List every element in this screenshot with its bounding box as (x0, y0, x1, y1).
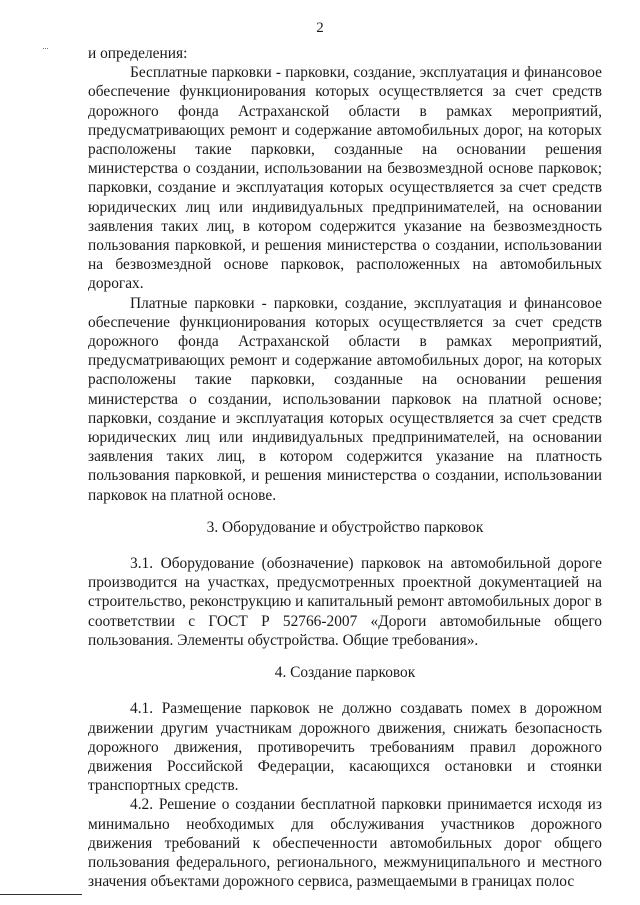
paragraph-4-1: 4.1. Размещение парковок не должно создавать помех в дорожном движении другим участникам дорожного движения, снижать безопасность дорожного движения, противоречить требованиям правил дорожного движения Российской Федерации, касающихся остановки и стоянки транспортных средств. (88, 700, 602, 795)
paragraph-free-parking: Бесплатные парковки - парковки, создание, эксплуатация и финансовое обеспечение функционирования которых осуществляется за счет средств дорожного фонда Астраханской области в рамках мероприятий, предусматривающих ремонт и содержание автомобильных дорог, на которых расположены такие парковки, созданные на основании решения министерства о создании, использовании на безвозмездной основе парковок; парковки, создание и эксплуатация которых осуществляется за счет средств юридических лиц или индивидуальных предпринимателей, на основании заявления таких лиц, в котором содержится указание на безвозмездность пользования парковкой, и решения министерства о создании, использовании на безвозмездной основе парковок, расположенных на автомобильных дорогах. (88, 64, 602, 293)
paragraph-4-2: 4.2. Решение о создании бесплатной парковки принимается исходя из минимально необходимых для обслуживания участников дорожного движения требований к обеспеченности автомобильных дорог общего пользования федерального, регионального, межмуниципального и местного значения объектами дорожного сервиса, размещаемыми в границах полос (88, 796, 602, 891)
paragraph-paid-parking: Платные парковки - парковки, создание, эксплуатация и финансовое обеспечение функционирования которых осуществляется за счет средств дорожного фонда Астраханской области в рамках мероприятий, предусматривающих ремонт и содержание автомобильных дорог, на которых расположены такие парковки, созданные на основании решения министерства о создании, использовании парковок на платной основе; парковки, создание и эксплуатация которых осуществляется за счет средств юридических лиц или индивидуальных предпринимателей, на основании заявления таких лиц, в котором содержится указание на платность пользования парковкой, и решения министерства о создании, использовании парковок на платной основе. (88, 294, 602, 504)
document-body (88, 44, 602, 891)
footnote-rule (0, 894, 82, 895)
section-heading-3: 3. Оборудование и обустройство парковок (206, 518, 484, 536)
scan-mark (43, 48, 48, 50)
paragraph-intro: и определения: (88, 45, 188, 62)
section-heading-4: 4. Создание парковок (274, 664, 416, 682)
page-number: 2 (316, 20, 324, 36)
paragraph-3-1: 3.1. Оборудование (обозначение) парковок на автомобильной дороге производится на участках, предусмотренных проектной документацией на строительство, реконструкцию и капитальный ремонт автомобильных дорог в соответствии с ГОСТ Р 52766-2007 «Дороги автомобильные общего пользования. Элементы обустройства. Общие требования». (88, 555, 602, 649)
